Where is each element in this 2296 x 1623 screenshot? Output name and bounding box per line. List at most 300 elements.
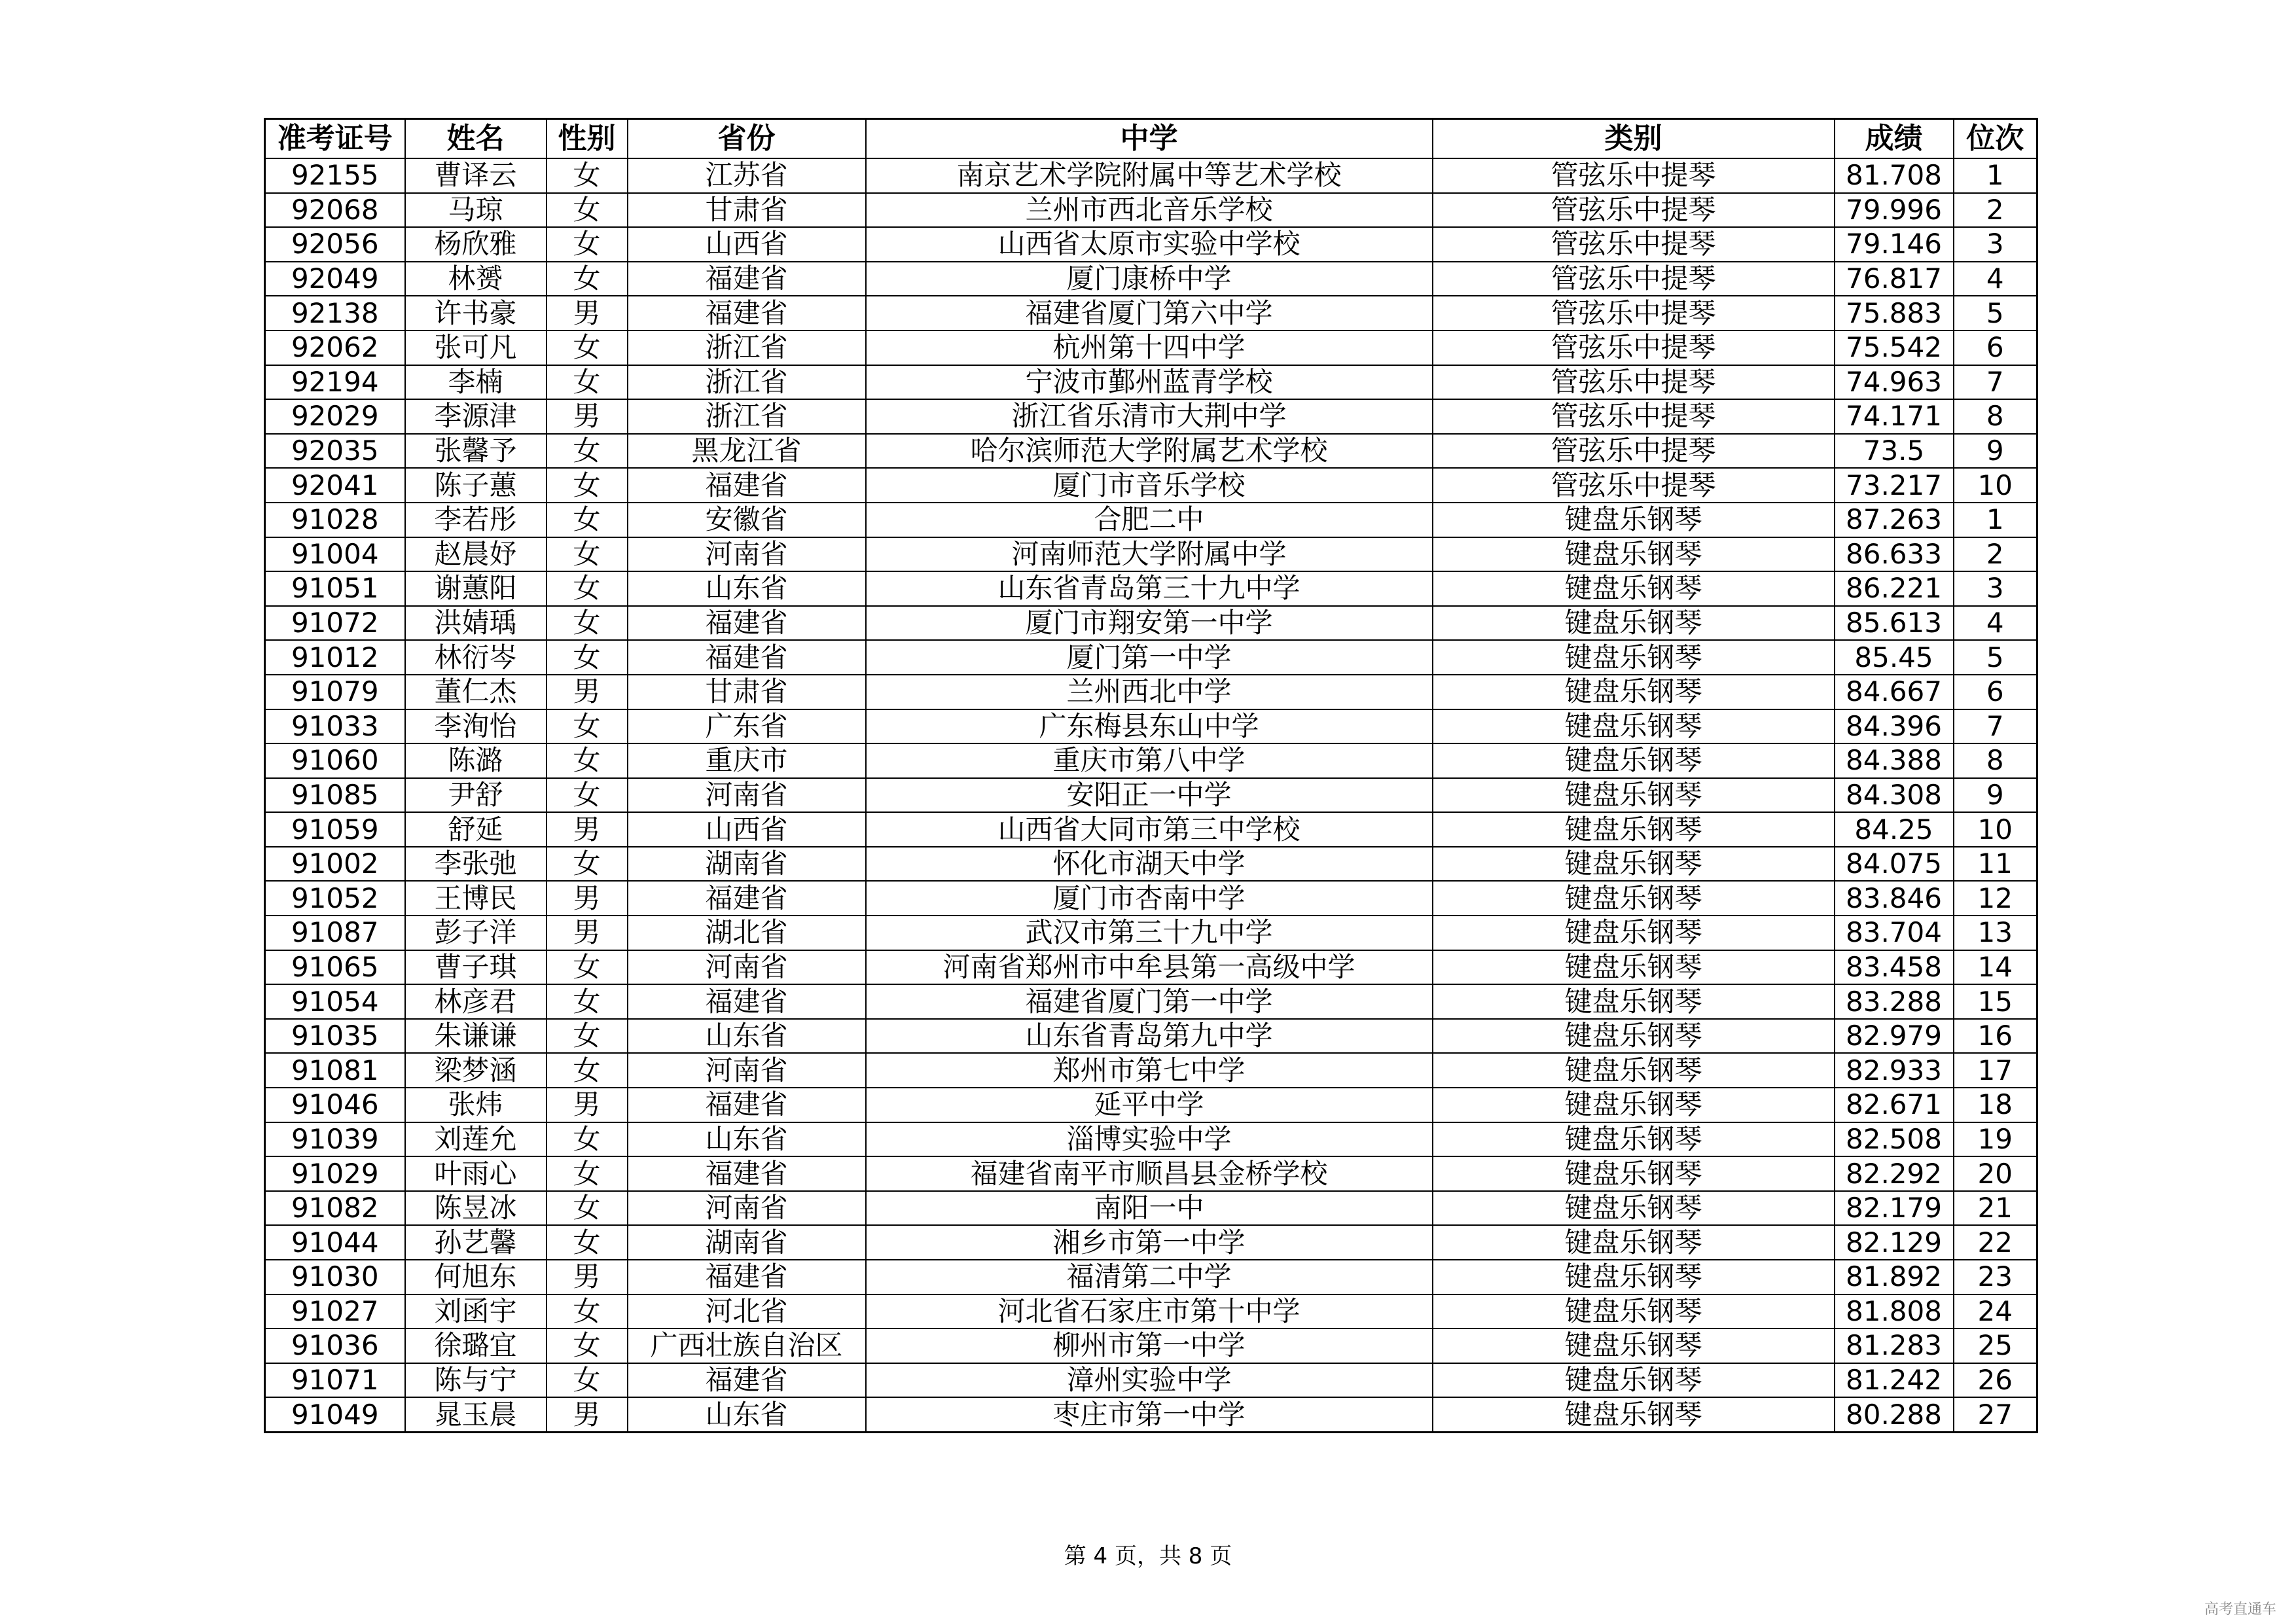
cell-province: 福建省 xyxy=(628,1260,866,1294)
cell-province: 甘肃省 xyxy=(628,193,866,228)
cell-score: 81.892 xyxy=(1835,1260,1954,1294)
cell-exam-id: 92194 xyxy=(265,365,405,400)
cell-score: 81.242 xyxy=(1835,1363,1954,1398)
cell-exam-id: 91072 xyxy=(265,606,405,641)
cell-category: 键盘乐钢琴 xyxy=(1433,984,1835,1019)
cell-school: 河北省石家庄市第十中学 xyxy=(866,1294,1433,1329)
cell-rank: 5 xyxy=(1954,296,2037,330)
cell-name: 舒延 xyxy=(405,812,547,847)
cell-category: 键盘乐钢琴 xyxy=(1433,881,1835,916)
cell-province: 湖南省 xyxy=(628,847,866,882)
cell-school: 厦门第一中学 xyxy=(866,640,1433,675)
cell-exam-id: 91060 xyxy=(265,743,405,778)
cell-province: 河南省 xyxy=(628,778,866,813)
cell-school: 河南省郑州市中牟县第一高级中学 xyxy=(866,950,1433,985)
cell-school: 厦门市音乐学校 xyxy=(866,468,1433,503)
cell-score: 74.171 xyxy=(1835,399,1954,434)
cell-rank: 14 xyxy=(1954,950,2037,985)
cell-province: 福建省 xyxy=(628,881,866,916)
header-gender: 性别 xyxy=(547,119,628,159)
cell-school: 延平中学 xyxy=(866,1088,1433,1122)
cell-exam-id: 91004 xyxy=(265,537,405,572)
cell-score: 83.458 xyxy=(1835,950,1954,985)
cell-rank: 24 xyxy=(1954,1294,2037,1329)
cell-school: 浙江省乐清市大荆中学 xyxy=(866,399,1433,434)
header-score: 成绩 xyxy=(1835,119,1954,159)
cell-school: 厦门康桥中学 xyxy=(866,262,1433,296)
cell-exam-id: 91039 xyxy=(265,1122,405,1157)
cell-school: 合肥二中 xyxy=(866,503,1433,537)
cell-score: 84.396 xyxy=(1835,709,1954,744)
cell-name: 陈潞 xyxy=(405,743,547,778)
cell-exam-id: 91051 xyxy=(265,571,405,606)
cell-category: 键盘乐钢琴 xyxy=(1433,743,1835,778)
cell-gender: 男 xyxy=(547,1260,628,1294)
cell-rank: 4 xyxy=(1954,262,2037,296)
cell-score: 85.613 xyxy=(1835,606,1954,641)
cell-rank: 16 xyxy=(1954,1019,2037,1054)
cell-category: 管弦乐中提琴 xyxy=(1433,296,1835,330)
cell-rank: 2 xyxy=(1954,537,2037,572)
cell-score: 75.883 xyxy=(1835,296,1954,330)
cell-gender: 女 xyxy=(547,743,628,778)
cell-score: 81.808 xyxy=(1835,1294,1954,1329)
table-row xyxy=(265,1260,2037,1294)
cell-name: 梁梦涵 xyxy=(405,1053,547,1088)
table-row xyxy=(265,812,2037,847)
table-body xyxy=(265,158,2037,1432)
cell-rank: 8 xyxy=(1954,399,2037,434)
cell-gender: 女 xyxy=(547,1156,628,1191)
cell-name: 孙艺馨 xyxy=(405,1225,547,1260)
header-province: 省份 xyxy=(628,119,866,159)
cell-exam-id: 92068 xyxy=(265,193,405,228)
cell-name: 刘函宇 xyxy=(405,1294,547,1329)
cell-name: 赵晨妤 xyxy=(405,537,547,572)
cell-school: 福建省厦门第一中学 xyxy=(866,984,1433,1019)
cell-gender: 男 xyxy=(547,916,628,950)
cell-province: 河北省 xyxy=(628,1294,866,1329)
cell-name: 李源津 xyxy=(405,399,547,434)
cell-name: 曹子琪 xyxy=(405,950,547,985)
cell-school: 怀化市湖天中学 xyxy=(866,847,1433,882)
cell-score: 79.996 xyxy=(1835,193,1954,228)
cell-category: 键盘乐钢琴 xyxy=(1433,1363,1835,1398)
cell-rank: 6 xyxy=(1954,330,2037,365)
cell-score: 82.179 xyxy=(1835,1191,1954,1226)
cell-exam-id: 91081 xyxy=(265,1053,405,1088)
cell-school: 湘乡市第一中学 xyxy=(866,1225,1433,1260)
table-row xyxy=(265,675,2037,709)
cell-exam-id: 91029 xyxy=(265,1156,405,1191)
cell-gender: 女 xyxy=(547,709,628,744)
cell-school: 武汉市第三十九中学 xyxy=(866,916,1433,950)
cell-name: 尹舒 xyxy=(405,778,547,813)
cell-exam-id: 91065 xyxy=(265,950,405,985)
score-table xyxy=(264,118,2038,1433)
header-name: 姓名 xyxy=(405,119,547,159)
cell-gender: 女 xyxy=(547,778,628,813)
cell-name: 林彦君 xyxy=(405,984,547,1019)
cell-rank: 18 xyxy=(1954,1088,2037,1122)
cell-category: 键盘乐钢琴 xyxy=(1433,1191,1835,1226)
cell-category: 键盘乐钢琴 xyxy=(1433,778,1835,813)
cell-name: 杨欣雅 xyxy=(405,227,547,262)
cell-gender: 女 xyxy=(547,1191,628,1226)
cell-category: 键盘乐钢琴 xyxy=(1433,847,1835,882)
cell-gender: 女 xyxy=(547,1122,628,1157)
cell-name: 刘莲允 xyxy=(405,1122,547,1157)
cell-gender: 女 xyxy=(547,847,628,882)
cell-name: 王博民 xyxy=(405,881,547,916)
cell-rank: 20 xyxy=(1954,1156,2037,1191)
cell-name: 陈与宁 xyxy=(405,1363,547,1398)
cell-rank: 23 xyxy=(1954,1260,2037,1294)
table-row xyxy=(265,227,2037,262)
table-row xyxy=(265,158,2037,193)
cell-rank: 19 xyxy=(1954,1122,2037,1157)
cell-rank: 8 xyxy=(1954,743,2037,778)
cell-score: 75.542 xyxy=(1835,330,1954,365)
cell-gender: 男 xyxy=(547,399,628,434)
cell-rank: 27 xyxy=(1954,1397,2037,1432)
cell-gender: 女 xyxy=(547,330,628,365)
table-row xyxy=(265,1225,2037,1260)
cell-category: 键盘乐钢琴 xyxy=(1433,1397,1835,1432)
table-row xyxy=(265,984,2037,1019)
table-row xyxy=(265,606,2037,641)
table-row xyxy=(265,881,2037,916)
cell-school: 山东省青岛第三十九中学 xyxy=(866,571,1433,606)
cell-province: 山东省 xyxy=(628,571,866,606)
cell-province: 浙江省 xyxy=(628,399,866,434)
table-row xyxy=(265,847,2037,882)
table-row xyxy=(265,193,2037,228)
cell-score: 86.633 xyxy=(1835,537,1954,572)
cell-exam-id: 91027 xyxy=(265,1294,405,1329)
cell-province: 山西省 xyxy=(628,227,866,262)
cell-score: 73.217 xyxy=(1835,468,1954,503)
cell-exam-id: 91071 xyxy=(265,1363,405,1398)
cell-exam-id: 92138 xyxy=(265,296,405,330)
cell-category: 键盘乐钢琴 xyxy=(1433,606,1835,641)
cell-exam-id: 91035 xyxy=(265,1019,405,1054)
cell-rank: 3 xyxy=(1954,571,2037,606)
cell-name: 马琼 xyxy=(405,193,547,228)
cell-name: 李楠 xyxy=(405,365,547,400)
cell-exam-id: 91087 xyxy=(265,916,405,950)
cell-score: 82.129 xyxy=(1835,1225,1954,1260)
table-row xyxy=(265,1156,2037,1191)
cell-category: 管弦乐中提琴 xyxy=(1433,193,1835,228)
cell-exam-id: 91082 xyxy=(265,1191,405,1226)
cell-score: 84.388 xyxy=(1835,743,1954,778)
cell-school: 广东梅县东山中学 xyxy=(866,709,1433,744)
cell-gender: 女 xyxy=(547,158,628,193)
cell-name: 李洵怡 xyxy=(405,709,547,744)
cell-rank: 9 xyxy=(1954,434,2037,469)
table-row xyxy=(265,640,2037,675)
cell-rank: 7 xyxy=(1954,365,2037,400)
cell-rank: 15 xyxy=(1954,984,2037,1019)
cell-rank: 1 xyxy=(1954,158,2037,193)
cell-gender: 女 xyxy=(547,193,628,228)
cell-exam-id: 92062 xyxy=(265,330,405,365)
table-row xyxy=(265,434,2037,469)
cell-gender: 女 xyxy=(547,984,628,1019)
cell-exam-id: 92035 xyxy=(265,434,405,469)
cell-gender: 男 xyxy=(547,296,628,330)
cell-gender: 女 xyxy=(547,537,628,572)
cell-category: 键盘乐钢琴 xyxy=(1433,1122,1835,1157)
table-row xyxy=(265,365,2037,400)
cell-category: 键盘乐钢琴 xyxy=(1433,812,1835,847)
cell-school: 郑州市第七中学 xyxy=(866,1053,1433,1088)
cell-province: 湖北省 xyxy=(628,916,866,950)
cell-gender: 男 xyxy=(547,1397,628,1432)
cell-gender: 女 xyxy=(547,434,628,469)
cell-province: 广西壮族自治区 xyxy=(628,1329,866,1363)
cell-category: 键盘乐钢琴 xyxy=(1433,1053,1835,1088)
cell-category: 管弦乐中提琴 xyxy=(1433,434,1835,469)
cell-category: 键盘乐钢琴 xyxy=(1433,503,1835,537)
table-row xyxy=(265,1329,2037,1363)
cell-rank: 17 xyxy=(1954,1053,2037,1088)
cell-exam-id: 92056 xyxy=(265,227,405,262)
table-row xyxy=(265,399,2037,434)
cell-province: 福建省 xyxy=(628,606,866,641)
cell-category: 管弦乐中提琴 xyxy=(1433,365,1835,400)
cell-gender: 女 xyxy=(547,1294,628,1329)
cell-score: 82.979 xyxy=(1835,1019,1954,1054)
table-row xyxy=(265,330,2037,365)
header-rank: 位次 xyxy=(1954,119,2037,159)
cell-school: 南阳一中 xyxy=(866,1191,1433,1226)
cell-exam-id: 91059 xyxy=(265,812,405,847)
cell-score: 84.667 xyxy=(1835,675,1954,709)
cell-name: 李若彤 xyxy=(405,503,547,537)
cell-score: 84.25 xyxy=(1835,812,1954,847)
cell-category: 键盘乐钢琴 xyxy=(1433,571,1835,606)
cell-rank: 26 xyxy=(1954,1363,2037,1398)
cell-rank: 21 xyxy=(1954,1191,2037,1226)
table-row xyxy=(265,468,2037,503)
cell-province: 山东省 xyxy=(628,1397,866,1432)
cell-rank: 6 xyxy=(1954,675,2037,709)
cell-name: 洪婧瑀 xyxy=(405,606,547,641)
cell-gender: 女 xyxy=(547,1363,628,1398)
cell-score: 80.288 xyxy=(1835,1397,1954,1432)
cell-province: 河南省 xyxy=(628,1191,866,1226)
cell-name: 晁玉晨 xyxy=(405,1397,547,1432)
table-row xyxy=(265,1294,2037,1329)
cell-rank: 2 xyxy=(1954,193,2037,228)
cell-rank: 1 xyxy=(1954,503,2037,537)
cell-school: 南京艺术学院附属中等艺术学校 xyxy=(866,158,1433,193)
table-row xyxy=(265,571,2037,606)
cell-score: 79.146 xyxy=(1835,227,1954,262)
cell-province: 福建省 xyxy=(628,1156,866,1191)
cell-rank: 22 xyxy=(1954,1225,2037,1260)
cell-exam-id: 92041 xyxy=(265,468,405,503)
cell-score: 81.283 xyxy=(1835,1329,1954,1363)
cell-score: 84.308 xyxy=(1835,778,1954,813)
cell-category: 键盘乐钢琴 xyxy=(1433,640,1835,675)
table-row xyxy=(265,1053,2037,1088)
table-row xyxy=(265,1191,2037,1226)
cell-name: 张馨予 xyxy=(405,434,547,469)
cell-exam-id: 91033 xyxy=(265,709,405,744)
cell-province: 浙江省 xyxy=(628,365,866,400)
cell-score: 74.963 xyxy=(1835,365,1954,400)
cell-gender: 女 xyxy=(547,1329,628,1363)
cell-school: 河南师范大学附属中学 xyxy=(866,537,1433,572)
cell-exam-id: 91046 xyxy=(265,1088,405,1122)
cell-rank: 3 xyxy=(1954,227,2037,262)
cell-rank: 11 xyxy=(1954,847,2037,882)
cell-gender: 男 xyxy=(547,881,628,916)
cell-school: 枣庄市第一中学 xyxy=(866,1397,1433,1432)
cell-province: 山西省 xyxy=(628,812,866,847)
cell-gender: 女 xyxy=(547,1225,628,1260)
cell-gender: 女 xyxy=(547,262,628,296)
cell-rank: 10 xyxy=(1954,468,2037,503)
cell-category: 管弦乐中提琴 xyxy=(1433,399,1835,434)
table-row xyxy=(265,1088,2037,1122)
cell-name: 徐璐宜 xyxy=(405,1329,547,1363)
watermark-text: 高考直通车 xyxy=(2204,1601,2276,1618)
cell-exam-id: 91079 xyxy=(265,675,405,709)
cell-school: 厦门市翔安第一中学 xyxy=(866,606,1433,641)
cell-exam-id: 91028 xyxy=(265,503,405,537)
cell-exam-id: 92029 xyxy=(265,399,405,434)
cell-exam-id: 91030 xyxy=(265,1260,405,1294)
cell-exam-id: 92049 xyxy=(265,262,405,296)
cell-school: 福建省厦门第六中学 xyxy=(866,296,1433,330)
cell-category: 键盘乐钢琴 xyxy=(1433,709,1835,744)
cell-school: 兰州西北中学 xyxy=(866,675,1433,709)
table-row xyxy=(265,916,2037,950)
cell-gender: 女 xyxy=(547,227,628,262)
cell-name: 朱谦谦 xyxy=(405,1019,547,1054)
table-row xyxy=(265,296,2037,330)
cell-rank: 13 xyxy=(1954,916,2037,950)
cell-gender: 女 xyxy=(547,1019,628,1054)
cell-score: 76.817 xyxy=(1835,262,1954,296)
cell-name: 彭子洋 xyxy=(405,916,547,950)
cell-score: 87.263 xyxy=(1835,503,1954,537)
cell-category: 键盘乐钢琴 xyxy=(1433,916,1835,950)
cell-name: 张可凡 xyxy=(405,330,547,365)
cell-province: 安徽省 xyxy=(628,503,866,537)
cell-province: 浙江省 xyxy=(628,330,866,365)
cell-score: 82.508 xyxy=(1835,1122,1954,1157)
cell-name: 陈昱冰 xyxy=(405,1191,547,1226)
cell-gender: 女 xyxy=(547,468,628,503)
cell-province: 河南省 xyxy=(628,1053,866,1088)
cell-gender: 女 xyxy=(547,571,628,606)
cell-province: 重庆市 xyxy=(628,743,866,778)
cell-province: 黑龙江省 xyxy=(628,434,866,469)
cell-exam-id: 91012 xyxy=(265,640,405,675)
cell-school: 杭州第十四中学 xyxy=(866,330,1433,365)
cell-name: 林衍岑 xyxy=(405,640,547,675)
cell-exam-id: 91085 xyxy=(265,778,405,813)
table-row xyxy=(265,778,2037,813)
table-row xyxy=(265,1363,2037,1398)
cell-name: 李张弛 xyxy=(405,847,547,882)
cell-gender: 男 xyxy=(547,812,628,847)
cell-name: 谢蕙阳 xyxy=(405,571,547,606)
cell-province: 福建省 xyxy=(628,984,866,1019)
cell-province: 山东省 xyxy=(628,1122,866,1157)
cell-category: 键盘乐钢琴 xyxy=(1433,1156,1835,1191)
cell-score: 83.846 xyxy=(1835,881,1954,916)
cell-name: 许书豪 xyxy=(405,296,547,330)
cell-gender: 女 xyxy=(547,640,628,675)
cell-school: 福建省南平市顺昌县金桥学校 xyxy=(866,1156,1433,1191)
cell-school: 重庆市第八中学 xyxy=(866,743,1433,778)
cell-exam-id: 91054 xyxy=(265,984,405,1019)
table-row xyxy=(265,262,2037,296)
table-row xyxy=(265,503,2037,537)
cell-province: 山东省 xyxy=(628,1019,866,1054)
cell-exam-id: 91002 xyxy=(265,847,405,882)
cell-score: 82.292 xyxy=(1835,1156,1954,1191)
cell-province: 福建省 xyxy=(628,1363,866,1398)
cell-score: 86.221 xyxy=(1835,571,1954,606)
cell-score: 73.5 xyxy=(1835,434,1954,469)
cell-exam-id: 91052 xyxy=(265,881,405,916)
cell-category: 键盘乐钢琴 xyxy=(1433,1019,1835,1054)
cell-category: 键盘乐钢琴 xyxy=(1433,1260,1835,1294)
cell-school: 山西省大同市第三中学校 xyxy=(866,812,1433,847)
cell-category: 管弦乐中提琴 xyxy=(1433,468,1835,503)
cell-rank: 5 xyxy=(1954,640,2037,675)
cell-gender: 女 xyxy=(547,1053,628,1088)
cell-province: 福建省 xyxy=(628,296,866,330)
cell-school: 柳州市第一中学 xyxy=(866,1329,1433,1363)
cell-rank: 25 xyxy=(1954,1329,2037,1363)
cell-score: 83.288 xyxy=(1835,984,1954,1019)
cell-rank: 10 xyxy=(1954,812,2037,847)
cell-name: 叶雨心 xyxy=(405,1156,547,1191)
cell-school: 兰州市西北音乐学校 xyxy=(866,193,1433,228)
cell-gender: 女 xyxy=(547,503,628,537)
cell-score: 84.075 xyxy=(1835,847,1954,882)
cell-gender: 女 xyxy=(547,950,628,985)
cell-rank: 12 xyxy=(1954,881,2037,916)
table-row xyxy=(265,1019,2037,1054)
cell-province: 福建省 xyxy=(628,262,866,296)
cell-category: 键盘乐钢琴 xyxy=(1433,537,1835,572)
cell-category: 管弦乐中提琴 xyxy=(1433,227,1835,262)
cell-exam-id: 91044 xyxy=(265,1225,405,1260)
cell-province: 湖南省 xyxy=(628,1225,866,1260)
cell-category: 键盘乐钢琴 xyxy=(1433,675,1835,709)
cell-category: 键盘乐钢琴 xyxy=(1433,950,1835,985)
cell-name: 董仁杰 xyxy=(405,675,547,709)
table-row xyxy=(265,1122,2037,1157)
header-school: 中学 xyxy=(866,119,1433,159)
cell-category: 键盘乐钢琴 xyxy=(1433,1294,1835,1329)
cell-province: 广东省 xyxy=(628,709,866,744)
cell-score: 82.933 xyxy=(1835,1053,1954,1088)
cell-name: 林赟 xyxy=(405,262,547,296)
table-row xyxy=(265,1397,2037,1432)
cell-category: 管弦乐中提琴 xyxy=(1433,330,1835,365)
cell-gender: 女 xyxy=(547,365,628,400)
